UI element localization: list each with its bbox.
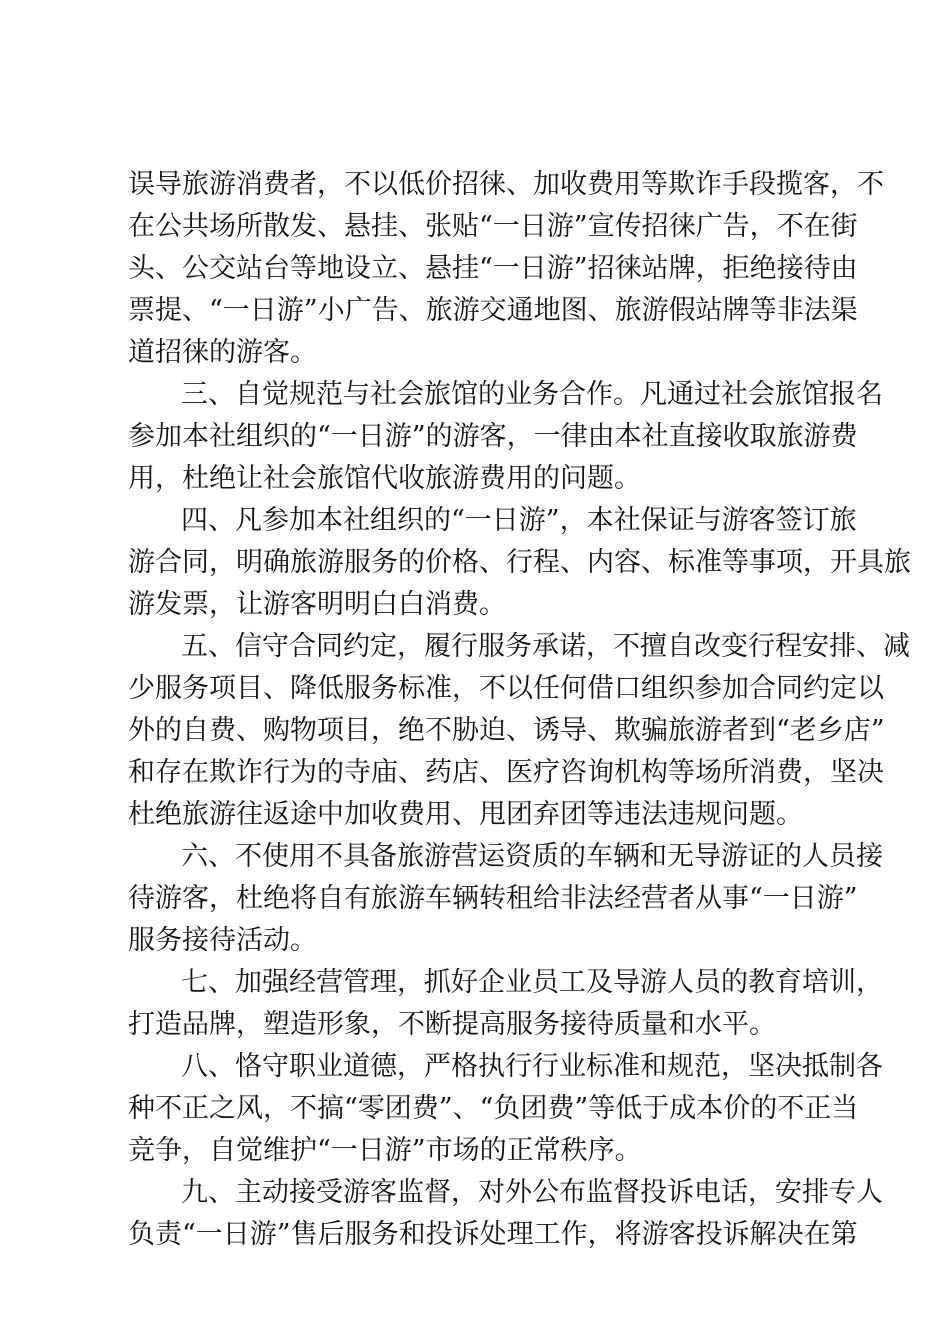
paragraph-6-line-2: 待游客，杜绝将自有旅游车辆转租给非法经营者从事“一日游” [128,883,858,914]
paragraph-8-line-3: 竞争，自觉维护“一日游”市场的正常秩序。 [128,1135,642,1166]
paragraph-5-line-5: 杜绝旅游往返途中加收费用、甩团弃团等违法违规问题。 [128,799,803,830]
paragraph-9-line-2: 负责“一日游”售后服务和投诉处理工作，将游客投诉解决在第 [128,1219,858,1250]
paragraph-8-line-2: 种不正之风，不搞“零团费”、“负团费”等低于成本价的不正当 [128,1093,859,1124]
paragraph-5-line-3: 外的自费、购物项目，绝不胁迫、诱导、欺骗旅游者到“老乡店” [128,715,885,746]
paragraph-9-line-1: 九、主动接受游客监督，对外公布监督投诉电话，安排专人 [181,1177,883,1208]
paragraph-3-line-1: 三、自觉规范与社会旅馆的业务合作。凡通过社会旅馆报名 [181,379,883,410]
paragraph-3-line-2: 参加本社组织的“一日游”的游客，一律由本社直接收取旅游费 [128,421,858,452]
paragraph-5-line-1: 五、信守合同约定，履行服务承诺，不擅自改变行程安排、减 [181,631,910,662]
text-line-5: 道招徕的游客。 [128,337,317,368]
paragraph-5-line-2: 少服务项目、降低服务标准，不以任何借口组织参加合同约定以 [128,673,884,704]
paragraph-7-line-1: 七、加强经营管理，抓好企业员工及导游人员的教育培训， [181,967,883,998]
text-line-3: 头、公交站台等地设立、悬挂“一日游”招徕站牌，拒绝接待由 [128,253,858,284]
paragraph-6-line-1: 六、不使用不具备旅游营运资质的车辆和无导游证的人员接 [181,841,883,872]
text-line-2: 在公共场所散发、悬挂、张贴“一日游”宣传招徕广告，不在街 [128,211,858,242]
paragraph-4-line-3: 游发票，让游客明明白白消费。 [128,589,506,620]
paragraph-3-line-3: 用，杜绝让社会旅馆代收旅游费用的问题。 [128,463,641,494]
text-line-1: 误导旅游消费者，不以低价招徕、加收费用等欺诈手段揽客，不 [128,169,884,200]
paragraph-4-line-1: 四、凡参加本社组织的“一日游”，本社保证与游客签订旅 [181,505,857,536]
paragraph-4-line-2: 游合同，明确旅游服务的价格、行程、内容、标准等事项，开具旅 [128,547,911,578]
paragraph-6-line-3: 服务接待活动。 [128,925,317,956]
paragraph-7-line-2: 打造品牌，塑造形象，不断提高服务接待质量和水平。 [128,1009,776,1040]
text-line-4: 票提、“一日游”小广告、旅游交通地图、旅游假站牌等非法渠 [128,295,858,326]
paragraph-8-line-1: 八、恪守职业道德，严格执行行业标准和规范，坚决抵制各 [181,1051,883,1082]
paragraph-5-line-4: 和存在欺诈行为的寺庙、药店、医疗咨询机构等场所消费，坚决 [128,757,884,788]
